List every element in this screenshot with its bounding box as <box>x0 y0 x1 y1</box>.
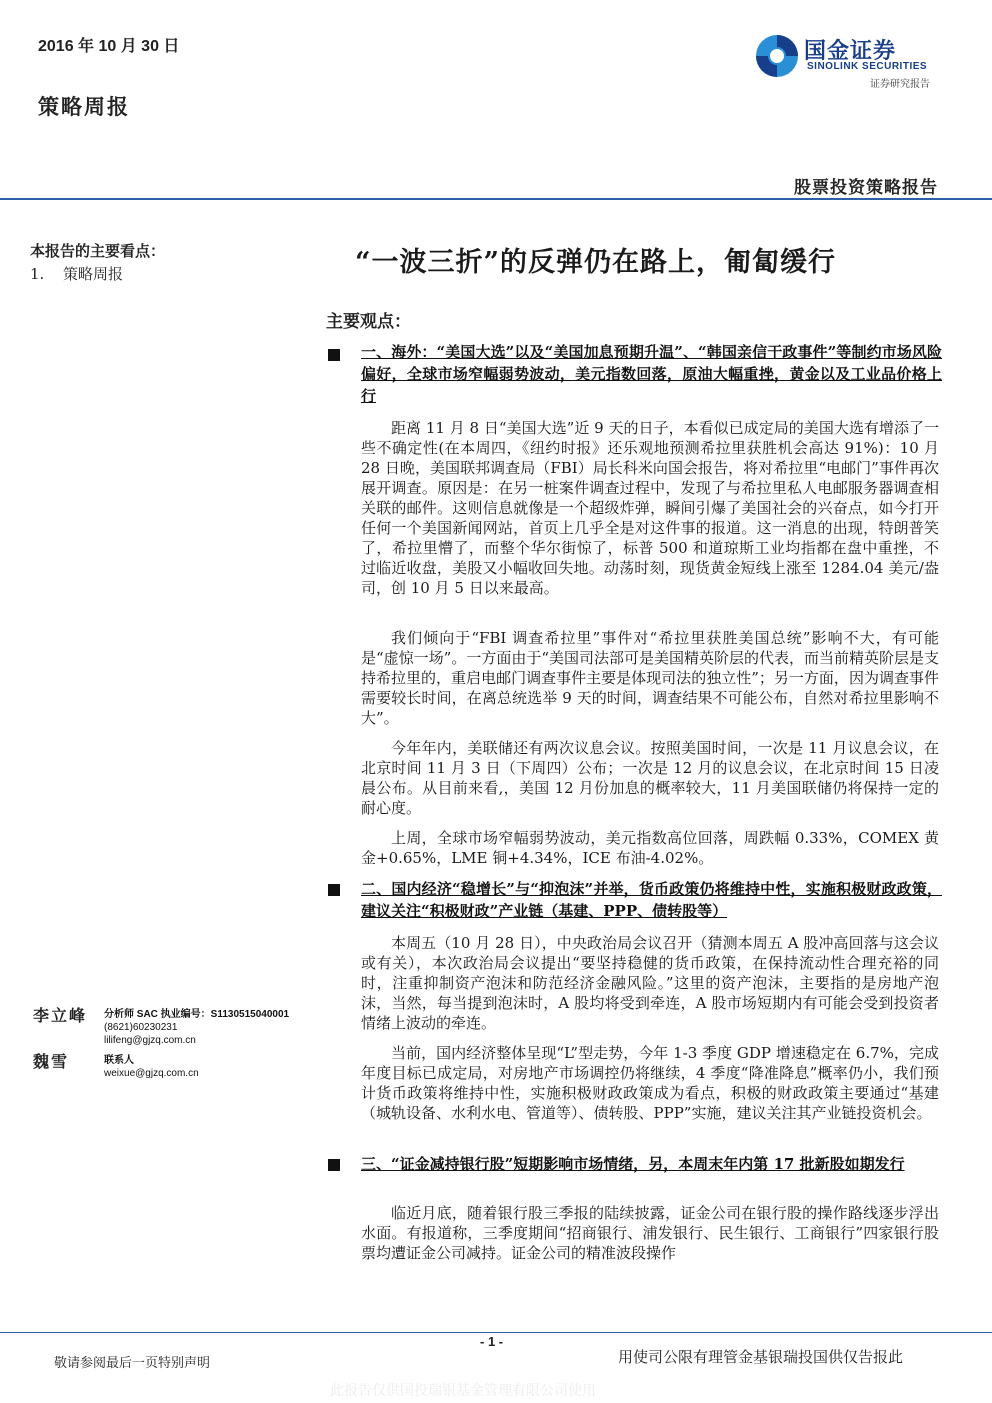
paragraph: 本周五（10 月 28 日），中央政治局会议召开（猜测本周五 A 股冲高回落与这会议或有关），本次政治局会议提出“要坚持稳健的货币政策，在保持流动性合理充裕的同时，注重抑制资产泡沫和防范经济金融风险。”这里的资产泡沫，主要指的是房地产泡沫，当然，每当提到泡沫时，A 股均将受到牵连，A 股市场短期内有可能会受到投资者情绪上波动的牵连。 <box>361 934 939 1032</box>
logo-mark-icon <box>754 33 800 79</box>
logo-subtitle: 证券研究报告 <box>870 79 930 90</box>
summary-item <box>30 263 123 284</box>
analyst-contact <box>104 1008 289 1047</box>
key-points-label: 主要观点： <box>326 312 411 332</box>
footer-disclaimer: 敬请参阅最后一页特别声明 <box>54 1356 211 1371</box>
section-heading: 三、“证金减持银行股”短期影响市场情绪，另，本周末年内第 17 批新股如期发行 <box>361 1155 905 1173</box>
company-logo <box>752 30 952 92</box>
paragraph: 我们倾向于“FBI 调查希拉里”事件对“希拉里获胜美国总统”影响不大，有可能是“虚惊一场”。一方面由于“美国司法部可是美国精英阶层的代表，而当前精英阶层是支持希拉里的，重启电邮门调查事件主要是体现司法的独立性”；另一方面，因为调查事件需要较长时间，在离总统选举 9 天的时间，调查结果不可能公布，自然对希拉里影响不大”。 <box>361 629 940 727</box>
summary-title: 本报告的主要看点： <box>30 242 166 260</box>
summary-item-label: 策略周报 <box>63 265 124 283</box>
analyst-name: 李立峰 <box>33 1006 88 1025</box>
paragraph: 今年年内，美联储还有两次议息会议。按照美国时间，一次是 11 月议息会议，在北京时间 11 月 3 日（下周四）公布；一次是 12 月的议息会议，在北京时间 15 日凌晨公布。从目前来看,，美国 12 月份加息的概率较大，11 月美国联储仍将保持一定的耐心度。 <box>361 739 939 817</box>
report-title: “一波三折”的反弹仍在路上，匍匐缓行 <box>355 247 837 278</box>
report-type: 股票投资策略报告 <box>794 178 938 198</box>
footer-divider <box>0 1332 992 1333</box>
section-bullet-icon <box>328 349 340 361</box>
analyst-role: 联系人 <box>104 1055 134 1066</box>
analyst-contact <box>104 1054 199 1080</box>
section-bullet-icon <box>328 884 340 896</box>
report-series: 策略周报 <box>38 94 130 119</box>
report-date: 2016 年 10 月 30 日 <box>38 38 180 55</box>
analyst-email[interactable]: lilifeng@gjzq.com.cn <box>104 1035 196 1046</box>
analyst-email[interactable]: weixue@gjzq.com.cn <box>104 1068 199 1079</box>
logo-name-zh: 国金证券 <box>804 39 897 64</box>
watermark: 此报告仅供国投瑞银基金管理有限公司使用 <box>330 1383 596 1399</box>
section-heading: 一、海外：“美国大选”以及“美国加息预期升温”、“韩国亲信干政事件”等制约市场风险偏好，全球市场窄幅弱势波动，美元指数回落，原油大幅重挫，黄金以及工业品价格上行 <box>361 343 942 405</box>
section-heading: 二、国内经济“稳增长”与“抑泡沫”并举，货币政策仍将维持中性，实施积极财政政策，建议关注“积极财政”产业链（基建、PPP、债转股等） <box>361 880 942 920</box>
analyst-sac-label: 分析师 SAC 执业编号： <box>104 1009 211 1020</box>
summary-item-number: 1. <box>30 265 45 283</box>
section-bullet-icon <box>328 1159 340 1171</box>
paragraph: 临近月底，随着银行股三季报的陆续披露，证金公司在银行股的操作路线逐步浮出水面。有报道称，三季度期间“招商银行、浦发银行、民生银行、工商银行”四家银行股票均遭证金公司减持。证金公司的精准波段操作 <box>361 1204 939 1262</box>
page-number: - 1 - <box>480 1334 504 1349</box>
analyst-sac-number: S1130515040001 <box>210 1009 290 1020</box>
logo-name-en: SINOLINK SECURITIES <box>807 61 928 72</box>
paragraph: 上周，全球市场窄幅弱势波动，美元指数高位回落，周跌幅 0.33%，COMEX 黄金+0.65%，LME 铜+4.34%，ICE 布油-4.02%。 <box>361 829 939 867</box>
analyst-name: 魏雪 <box>33 1052 70 1071</box>
header-divider <box>0 198 992 200</box>
paragraph: 距离 11 月 8 日“美国大选”近 9 天的日子，本看似已成定局的美国大选有增添了一些不确定性(在本周四，《纽约时报》还乐观地预测希拉里获胜机会高达 91%)：10 月 28 日晚，美国联邦调查局（FBI）局长科米向国会报告，将对希拉里“电邮门”事件再次展开调查。原因是：在另一桩案件调查过程中，发现了与希拉里私人电邮服务器调查相关联的邮件。这则信息就像是一个超级炸弹，瞬间引爆了美国社会的兴奋点，如今打开任何一个美国新闻网站，首页上几乎全是对这件事的报道。这一消息的出现，特朗普笑了，希拉里懵了，而整个华尔街惊了，标普 500 和道琼斯工业均指都在盘中重挫，不过临近收盘，美股又小幅收回失地。动荡时刻，现货黄金短线上涨至 1284.04 美元/盎司，创 10 月 5 日以来最高。 <box>361 419 939 597</box>
paragraph: 当前，国内经济整体呈现“L”型走势，今年 1-3 季度 GDP 增速稳定在 6.7%，完成年度目标已成定局，对房地产市场调控仍将继续，4 季度“降准降息”概率仍小，我们预计货币政策将维持中性，实施积极财政政策成为看点，积极的财政政策主要通过“基建（城轨设备、水利水电、管道等）、债转股、PPP”实施，建议关注其产业链投资机会。 <box>361 1044 939 1122</box>
analyst-phone: (8621)60230231 <box>104 1022 178 1033</box>
footer-notice: 用使司公限有理管金基银瑞投国供仅告报此 <box>618 1348 904 1366</box>
